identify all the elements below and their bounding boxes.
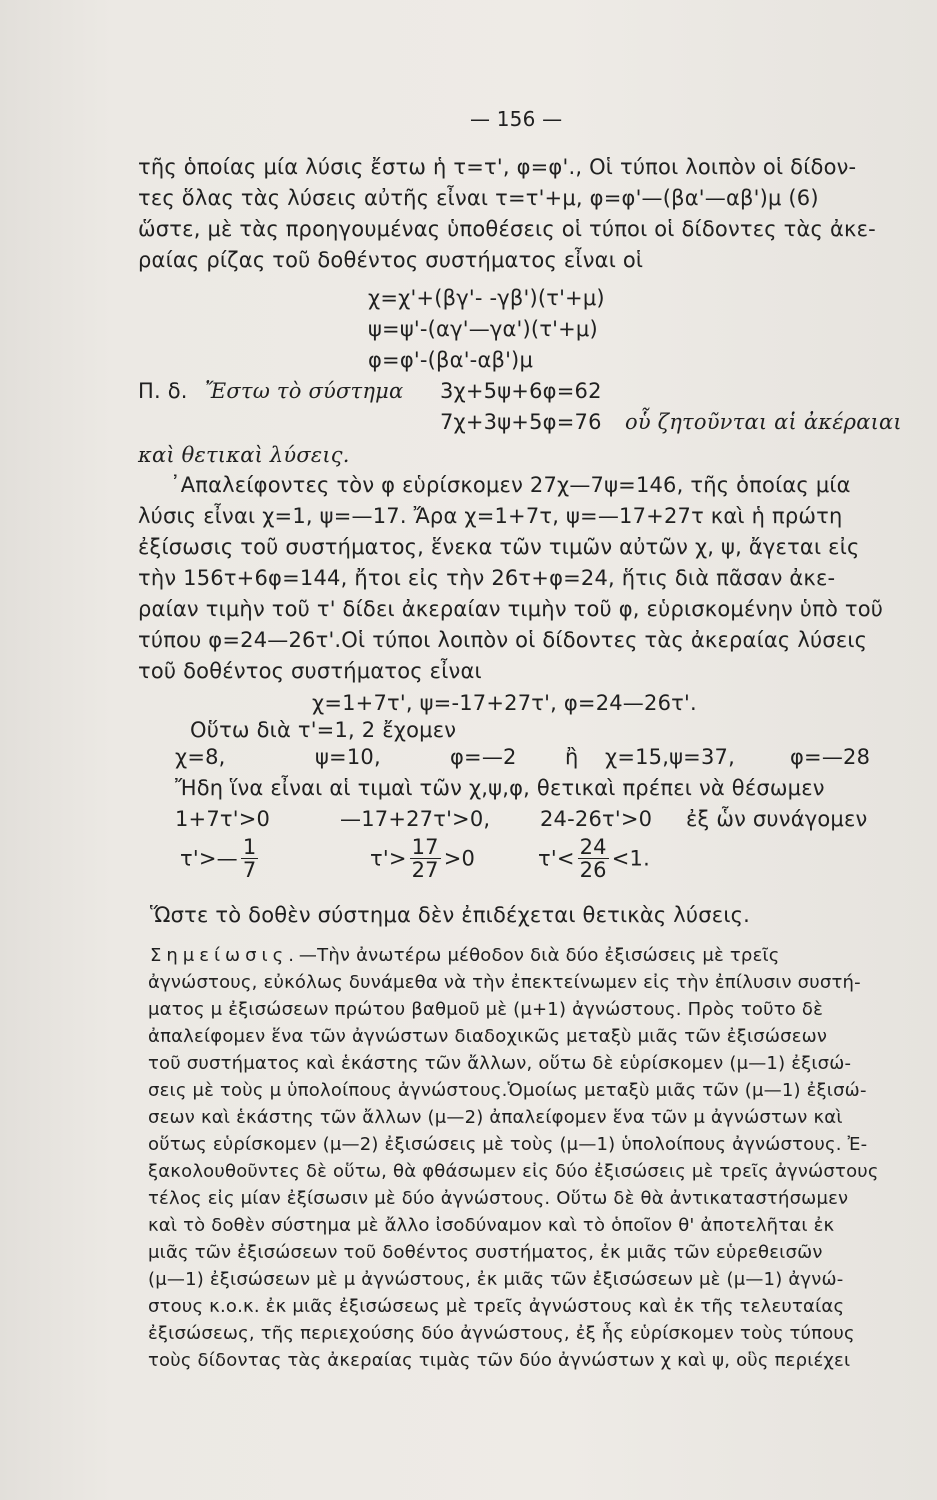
frac-suffix: >0	[443, 846, 476, 871]
text-line: ἐξίσωσις τοῦ συστήματος, ἕνεκα τῶν τιμῶν αὐτῶν χ, ψ, ἄγεται εἰς	[138, 535, 860, 559]
text-line: Οὕτω διὰ τ'=1, 2 ἔχομεν	[190, 718, 457, 742]
fraction	[578, 836, 609, 881]
numerator: 24	[579, 835, 607, 859]
denominator: 27	[411, 858, 439, 882]
fraction	[241, 836, 259, 881]
text-line: ᾽Απαλείφοντες τὸν φ εὑρίσκομεν 27χ—7ψ=146, τῆς ὁποίας μία	[170, 473, 851, 497]
note-line: ἀπαλείφομεν ἕνα τῶν ἀγνώστων διαδοχικῶς μεταξὺ μιᾶς τῶν ἐξισώσεων	[148, 1026, 828, 1047]
note-line: σεων καὶ ἑκάστης τῶν ἄλλων (μ—2) ἀπαλείφομεν ἕνα τῶν μ ἀγνώστων καὶ	[148, 1107, 843, 1128]
note-line: καὶ τὸ δοθὲν σύστημα μὲ ἄλλο ἰσοδύναμον καὶ τὸ ὁποῖον θ' ἀποτελῆται ἐκ	[148, 1215, 835, 1236]
note-line: σεις μὲ τοὺς μ ὑπολοίπους ἀγνώστους.Ὁμοίως μεταξὺ μιᾶς τῶν (μ—1) ἐξισώ-	[148, 1080, 867, 1101]
page-number: — 156 —	[470, 107, 563, 131]
text-line: ραίαν τιμὴν τοῦ τ' δίδει ἀκεραίαν τιμὴν τοῦ φ, εὑρισκομένην ὑπὸ τοῦ	[138, 597, 884, 621]
example-intro: Ἔστω τὸ σύστημα	[205, 379, 404, 403]
inequality: 24-26τ'>0	[540, 807, 653, 831]
note-line: στους κ.ο.κ. ἐκ μιᾶς ἐξισώσεως μὲ τρεῖς ἀγνώστους καὶ ἐκ τῆς τελευταίας	[148, 1296, 845, 1317]
fraction	[410, 836, 441, 881]
numerator: 17	[411, 835, 439, 859]
equation: ψ=ψ'-(αγ'—γα')(τ'+μ)	[368, 317, 598, 341]
equation: χ=1+7τ', ψ=-17+27τ', φ=24—26τ'.	[312, 691, 697, 715]
frac-prefix: τ'<	[538, 846, 575, 871]
text-line: τύπου φ=24—26τ'.Οἱ τύποι λοιπὸν οἱ δίδοντες τὰς ἀκεραίας λύσεις	[138, 628, 868, 652]
fraction-inequality	[370, 836, 475, 881]
text-line: Ἤδη ἵνα εἶναι αἱ τιμαὶ τῶν χ,ψ,φ, θετικαὶ πρέπει νὰ θέσωμεν	[175, 776, 825, 800]
note-line: μιᾶς τῶν ἐξισώσεων τοῦ δοθέντος συστήματος, ἐκ μιᾶς τῶν εὑρεθεισῶν	[148, 1242, 823, 1263]
system-equation: 3χ+5ψ+6φ=62	[440, 379, 602, 403]
note-line: ἀγνώστους, εὐκόλως δυνάμεθα νὰ τὴν ἐπεκτείνωμεν εἰς τὴν ἐπίλυσιν συστή-	[148, 972, 861, 993]
frac-prefix: τ'>	[370, 846, 407, 871]
note-line: τοῦ συστήματος καὶ ἑκάστης τῶν ἄλλων, οὕτω δὲ εὑρίσκομεν (μ—1) ἐξισώ-	[148, 1053, 852, 1074]
value: χ=15,ψ=37,	[605, 745, 735, 769]
text-line: τες ὅλας τὰς λύσεις αὐτῆς εἶναι τ=τ'+μ, φ=φ'—(βα'—αβ')μ (6)	[138, 186, 819, 210]
note-line: τέλος εἰς μίαν ἐξίσωσιν μὲ δύο ἀγνώστους. Οὕτω δὲ θὰ ἀντικαταστήσωμεν	[148, 1188, 849, 1209]
italic-text: καὶ θετικαὶ λύσεις.	[138, 443, 350, 467]
text-line: λύσις εἶναι χ=1, ψ=—17. Ἄρα χ=1+7τ, ψ=—17+27τ καὶ ἡ πρώτη	[138, 504, 843, 528]
inequality: 1+7τ'>0	[175, 807, 271, 831]
text-line: τὴν 156τ+6φ=144, ἤτοι εἰς τὴν 26τ+φ=24, ἥτις διὰ πᾶσαν ἀκε-	[138, 566, 836, 590]
fraction-inequality	[538, 836, 650, 881]
note-text: —Τὴν ἀνωτέρω μέθοδον διὰ δύο ἐξισώσεις μὲ τρεῖς	[298, 945, 780, 966]
text-line: ὥστε, μὲ τὰς προηγουμένας ὑποθέσεις οἱ τύποι οἱ δίδοντες τὰς ἀκε-	[138, 217, 876, 241]
numerator: 1	[242, 835, 257, 859]
inequality: —17+27τ'>0,	[340, 807, 491, 831]
text-line: ἐξ ὧν συνάγομεν	[686, 807, 868, 831]
value: ψ=10,	[315, 745, 381, 769]
denominator: 7	[242, 858, 257, 882]
denominator: 26	[579, 858, 607, 882]
text-line: ραίας ρίζας τοῦ δοθέντος συστήματος εἶναι οἱ	[138, 248, 644, 272]
note-line: ξακολουθοῦντες δὲ οὕτω, θὰ φθάσωμεν εἰς δύο ἐξισώσεις μὲ τρεῖς ἀγνώστους	[148, 1161, 879, 1182]
note-line: ματος μ ἐξισώσεων πρώτου βαθμοῦ μὲ (μ+1) ἀγνώστους. Πρὸς τοῦτο δὲ	[148, 999, 824, 1020]
value: φ=—2	[450, 745, 517, 769]
text-line: τῆς ὁποίας μία λύσις ἔστω ἡ τ=τ', φ=φ'., Οἱ τύποι λοιπὸν οἱ δίδον-	[138, 155, 857, 179]
equation: χ=χ'+(βγ'- -γβ')(τ'+μ)	[368, 286, 605, 310]
value: φ=—28	[790, 745, 871, 769]
fraction-inequality	[180, 836, 261, 881]
equation: φ=φ'-(βα'-αβ')μ	[368, 348, 534, 372]
text-line: τοῦ δοθέντος συστήματος εἶναι	[138, 659, 482, 683]
note-line: ἐξισώσεως, τῆς περιεχούσης δύο ἀγνώστους, ἐξ ἧς εὑρίσκομεν τοὺς τύπους	[148, 1323, 855, 1344]
note-line	[150, 944, 780, 968]
system-equation: 7χ+3ψ+5φ=76	[440, 410, 602, 434]
note-line: (μ—1) ἐξισώσεων μὲ μ ἀγνώστους, ἐκ μιᾶς τῶν ἐξισώσεων μὲ (μ—1) ἀγνώ-	[148, 1269, 844, 1290]
text-line: Ὥστε τὸ δοθὲν σύστημα δὲν ἐπιδέχεται θετικὰς λύσεις.	[150, 903, 751, 927]
value: ἢ	[565, 745, 579, 769]
note-line: οὕτως εὑρίσκομεν (μ—2) ἐξισώσεις μὲ τοὺς (μ—1) ὑπολοίπους ἀγνώστους. Ἐ-	[148, 1134, 868, 1155]
italic-text: οὗ ζητοῦνται αἱ ἀκέραιαι	[625, 410, 902, 434]
frac-prefix: τ'>—	[180, 846, 238, 871]
example-label: Π. δ.	[138, 379, 188, 403]
note-line: τοὺς δίδοντας τὰς ἀκεραίας τιμὰς τῶν δύο ἀγνώστων χ καὶ ψ, οὓς περιέχει	[148, 1350, 851, 1371]
frac-suffix: <1.	[611, 846, 650, 871]
note-label: Σημείωσις.	[150, 945, 299, 966]
value: χ=8,	[175, 745, 226, 769]
